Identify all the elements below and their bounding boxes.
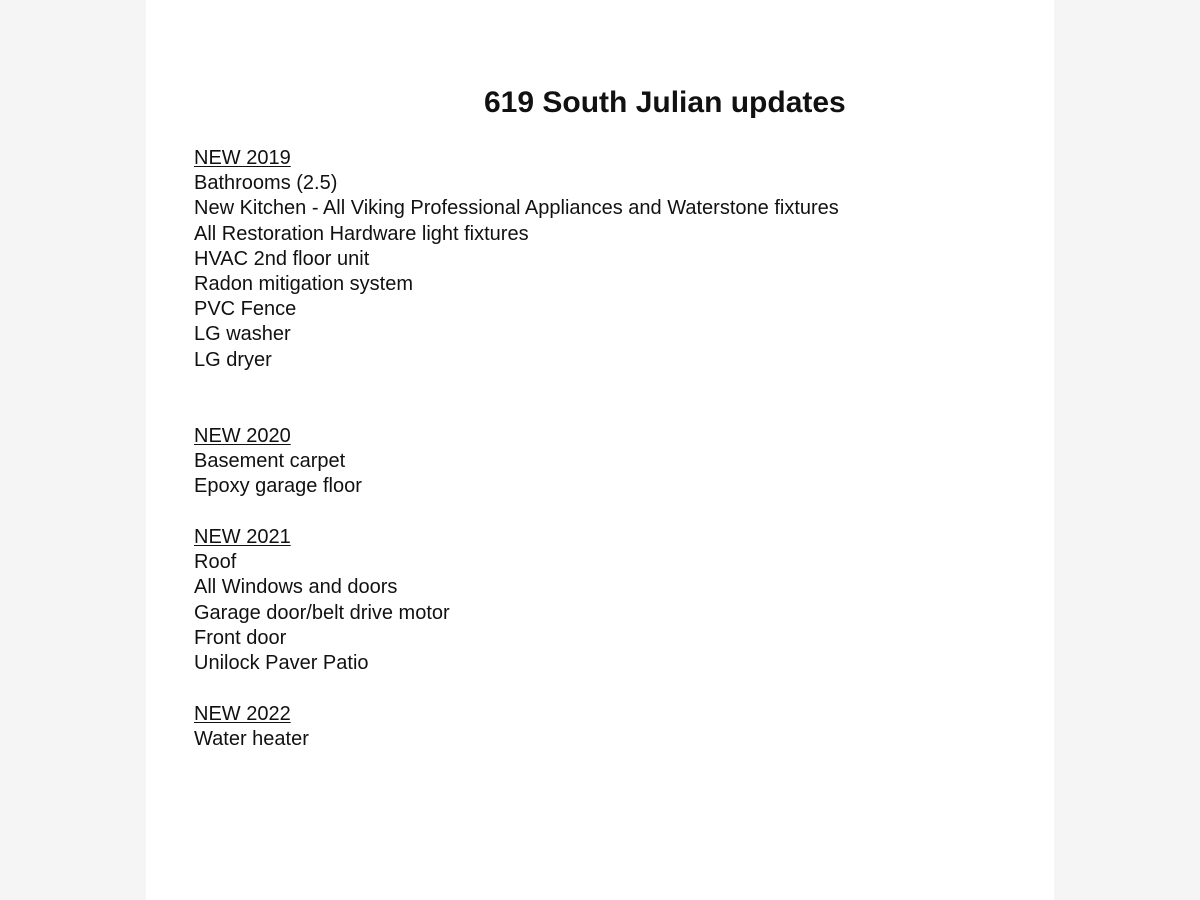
section-2021 <box>194 525 450 676</box>
list-item: LG washer <box>194 323 291 346</box>
list-item: Basement carpet <box>194 450 346 473</box>
list-item: Epoxy garage floor <box>194 475 362 498</box>
document-title: 619 South Julian updates <box>484 86 846 119</box>
list-item: Unilock Paver Patio <box>194 652 369 675</box>
list-item: Radon mitigation system <box>194 273 413 296</box>
update-list <box>194 550 450 676</box>
update-list <box>194 449 362 499</box>
section-2022 <box>194 702 309 752</box>
list-item: Bathrooms (2.5) <box>194 172 338 195</box>
list-item: LG dryer <box>194 348 272 371</box>
update-list <box>194 171 839 373</box>
update-list <box>194 727 309 752</box>
document-page <box>146 0 1054 900</box>
list-item: Garage door/belt drive motor <box>194 601 450 624</box>
section-2019 <box>194 146 839 373</box>
section-heading: NEW 2020 <box>194 425 291 447</box>
list-item: PVC Fence <box>194 298 297 321</box>
list-item: HVAC 2nd floor unit <box>194 247 370 270</box>
list-item: Roof <box>194 551 237 574</box>
list-item: All Restoration Hardware light fixtures <box>194 222 529 245</box>
list-item: Water heater <box>194 728 309 751</box>
section-heading: NEW 2021 <box>194 526 291 548</box>
list-item: New Kitchen - All Viking Professional Appliances and Waterstone fixtures <box>194 197 839 220</box>
section-heading: NEW 2019 <box>194 147 291 169</box>
section-heading: NEW 2022 <box>194 703 291 725</box>
list-item: Front door <box>194 626 287 649</box>
list-item: All Windows and doors <box>194 576 398 599</box>
section-2020 <box>194 424 362 500</box>
